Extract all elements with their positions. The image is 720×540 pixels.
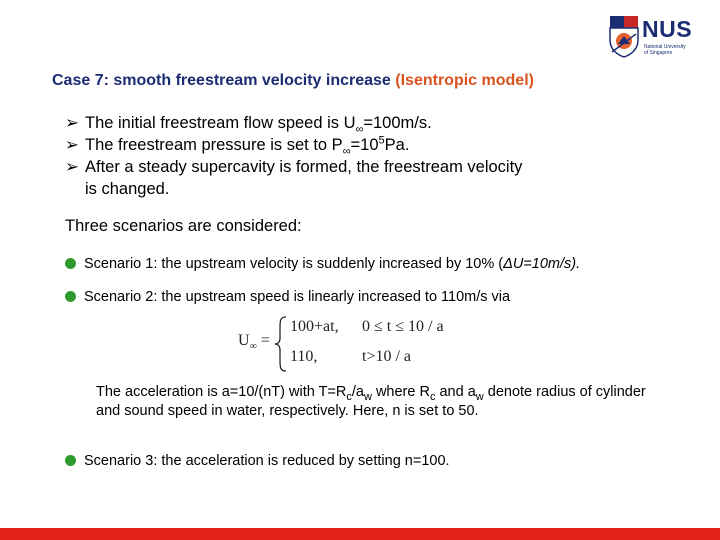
green-bullet-icon <box>65 258 76 269</box>
logo-wordmark: NUS <box>642 16 693 42</box>
brace-icon <box>274 316 288 372</box>
arrow-bullet-icon: ➢ <box>65 158 79 176</box>
bullet-list <box>65 112 665 200</box>
nus-logo <box>608 14 712 60</box>
footer-bar <box>0 528 720 540</box>
arrow-bullet-icon: ➢ <box>65 114 79 132</box>
scenarios-intro: Three scenarios are considered: <box>65 217 302 235</box>
scenario-2: Scenario 2: the upstream speed is linearly increased to 110m/s via <box>65 289 510 305</box>
velocity-equation: $U_\infty$ = 100+at, 0 ≤ t ≤ 10 / a 110, t>10 / a <box>238 316 468 372</box>
logo-subtitle: National University of Singapore <box>644 44 686 56</box>
green-bullet-icon <box>65 291 76 302</box>
green-bullet-icon <box>65 455 76 466</box>
scenario-3: Scenario 3: the acceleration is reduced by setting n=100. <box>65 453 450 469</box>
scenario-1: Scenario 1: the upstream velocity is suddenly increased by 10% (ΔU=10m/s). <box>65 256 580 272</box>
bullet-velocity-change: ➢ After a steady supercavity is formed, the freestream velocity is changed. <box>65 158 523 198</box>
bullet-pressure: ➢ The freestream pressure is set to $P_\infty=10^5Pa$. <box>65 134 410 158</box>
slide-title: Case 7: smooth freestream velocity increase (Isentropic model) <box>52 72 534 89</box>
title-accent: (Isentropic model) <box>395 72 534 89</box>
acceleration-note: The acceleration is a=10/(nT) with $T=R_c/a_w$ where $R_c$ and $a_w$ denote radius of cylinder and sound speed in water, respectively. Here, n is set to 50. <box>96 384 646 419</box>
bullet-initial-speed: ➢ The initial freestream flow speed is $U_\infty=100m/s$. <box>65 114 432 136</box>
arrow-bullet-icon: ➢ <box>65 136 79 154</box>
nus-crest-icon <box>608 14 640 58</box>
